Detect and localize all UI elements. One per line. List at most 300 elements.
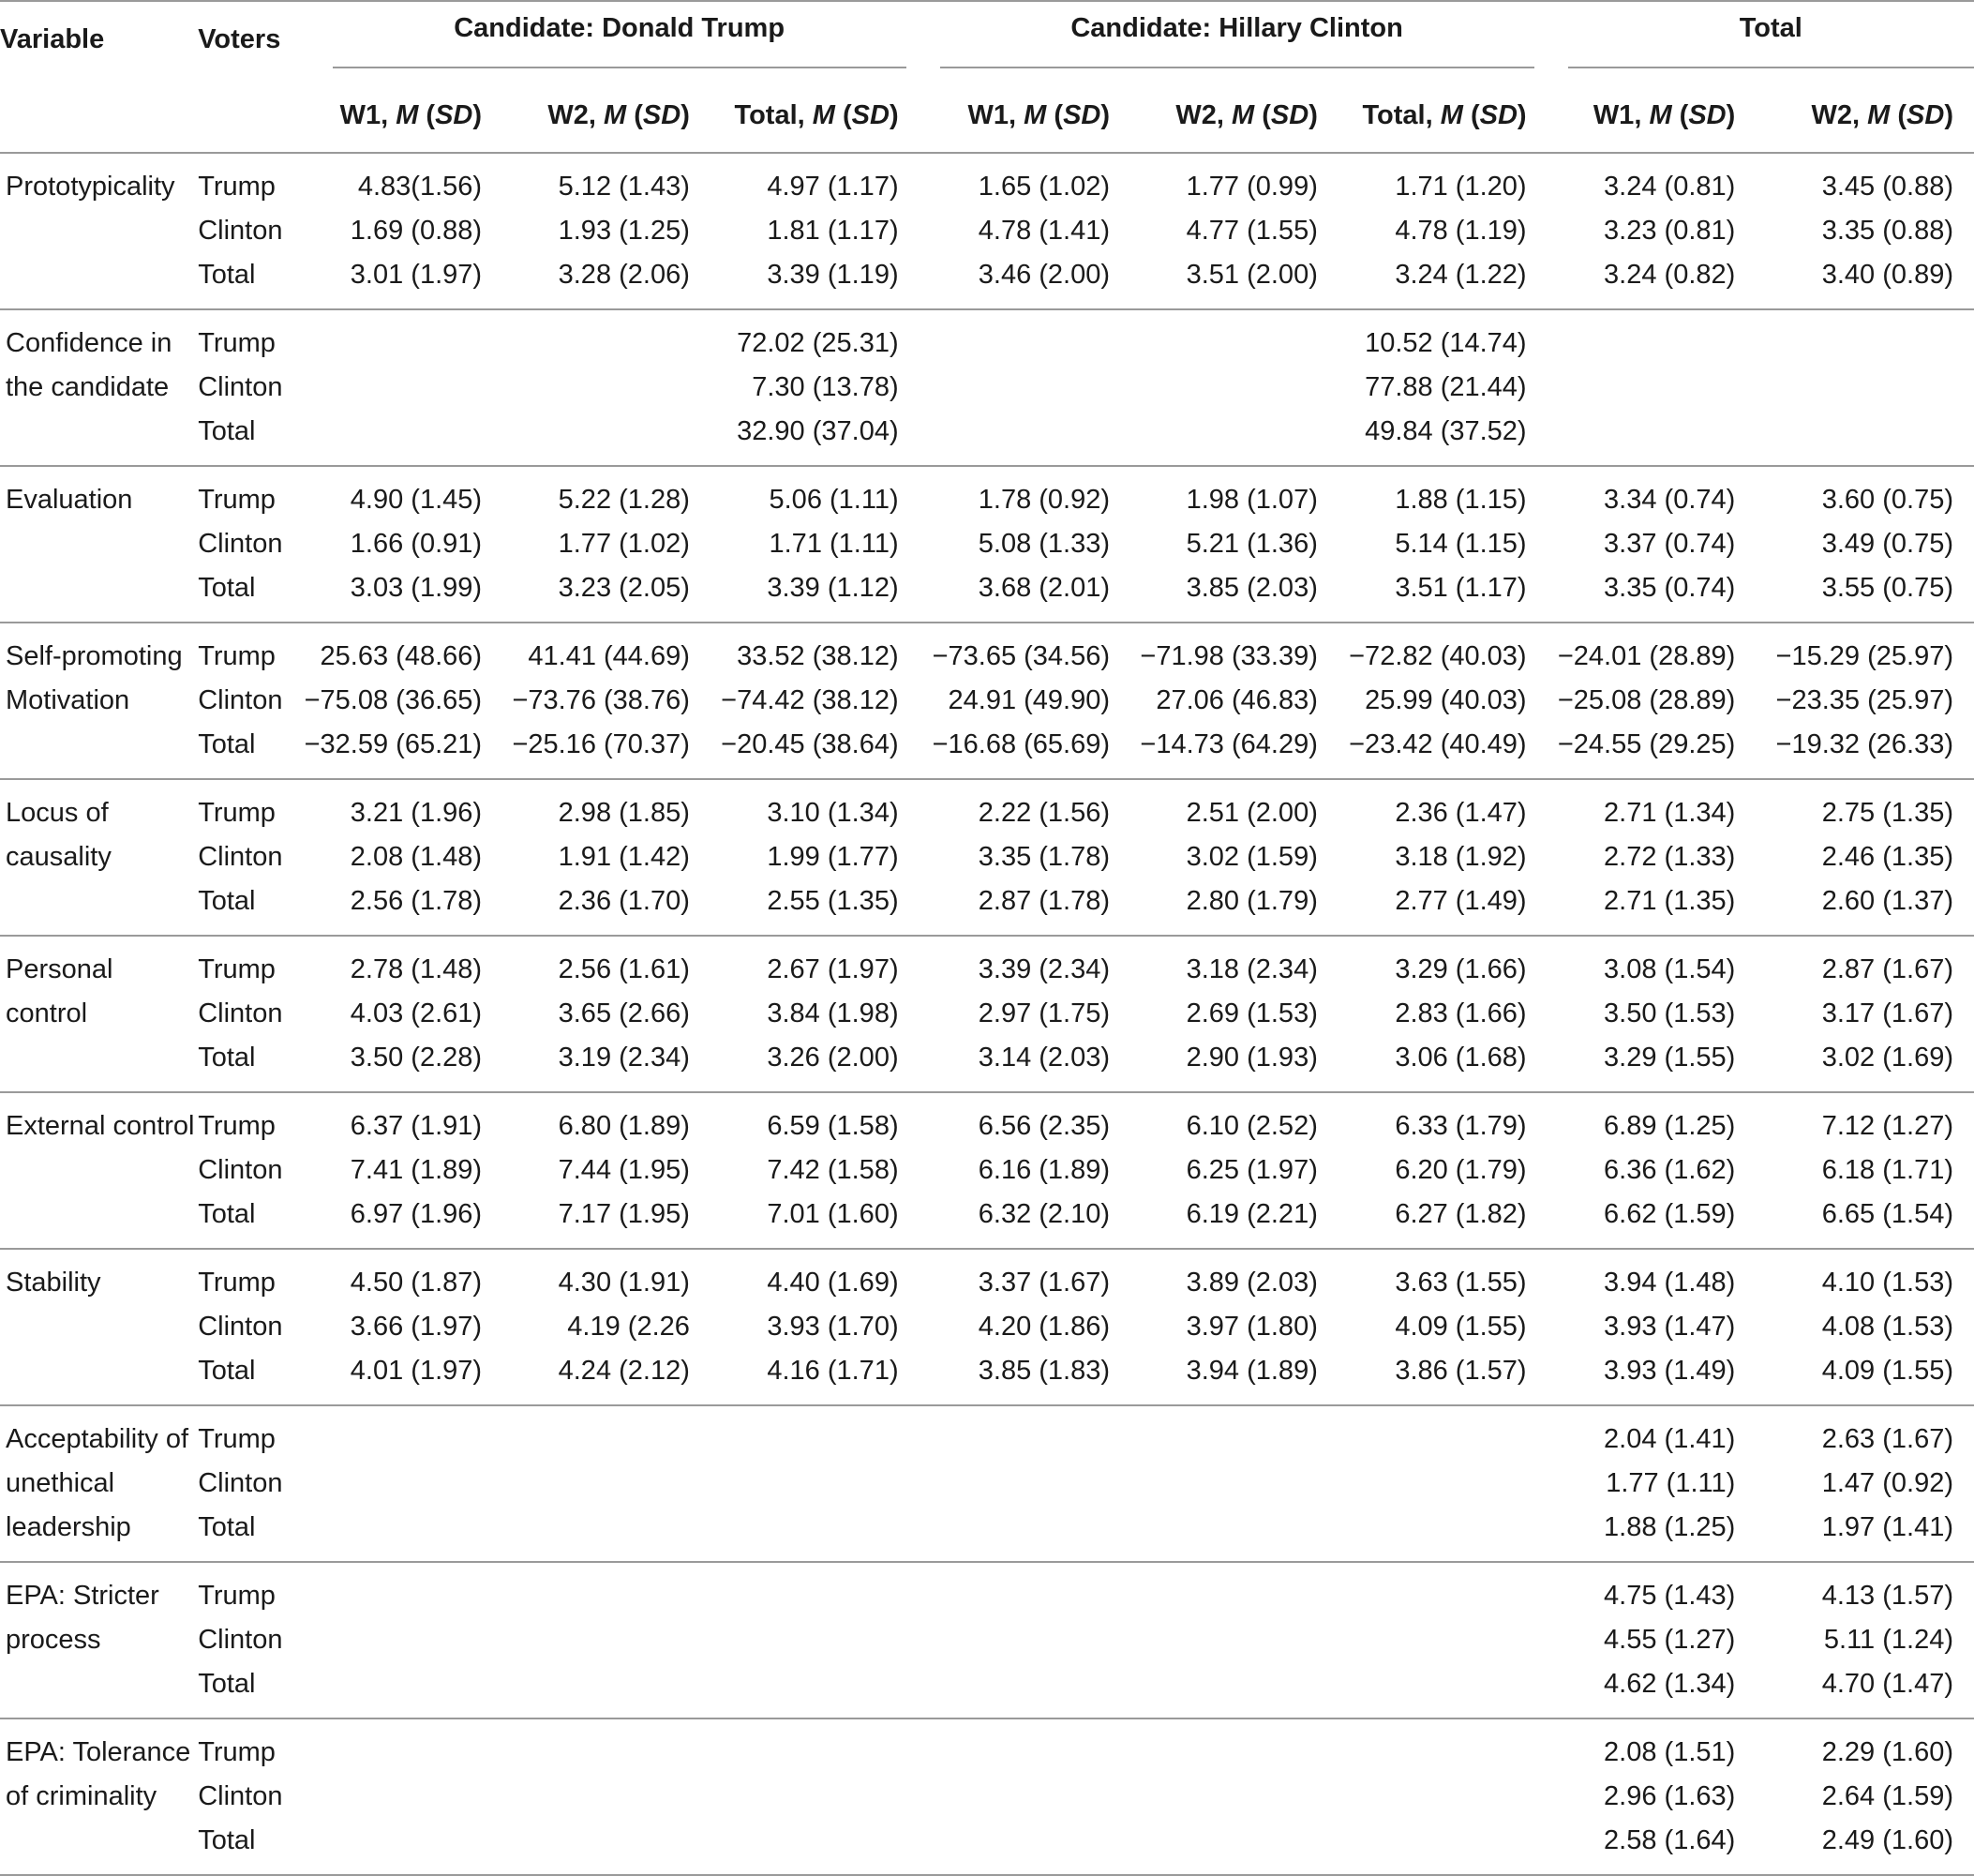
voter-cell: Clinton — [198, 529, 283, 559]
table-row — [0, 1193, 1974, 1249]
value-cell — [710, 1506, 920, 1562]
variable-label-line: External control — [6, 1111, 195, 1141]
value-cell — [502, 1819, 710, 1875]
value-cell: 4.03 (2.61) — [350, 998, 483, 1028]
value-cell: 2.22 (1.56) — [978, 798, 1111, 828]
value-cell: −73.65 (34.56) — [932, 641, 1111, 671]
value-cell: 4.09 (1.55) — [1395, 1312, 1527, 1342]
value-cell: 3.89 (2.03) — [1186, 1268, 1318, 1298]
value-cell: 3.37 (1.67) — [978, 1268, 1111, 1298]
value-cell: 4.50 (1.87) — [350, 1268, 483, 1298]
value-cell: −23.42 (40.49) — [1338, 723, 1548, 779]
voter-cell: Total — [198, 1506, 304, 1562]
value-cell — [710, 1819, 920, 1875]
value-cell — [920, 1462, 1130, 1506]
subheader-4: W2, M (SD) — [1130, 79, 1338, 153]
voter-cell: Trump — [198, 954, 276, 984]
value-cell — [710, 1562, 920, 1618]
value-cell: 25.63 (48.66) — [320, 641, 483, 671]
value-cell: 2.29 (1.60) — [1821, 1737, 1953, 1767]
variable-label-line: EPA: Tolerance — [6, 1737, 191, 1767]
value-cell: 1.71 (1.20) — [1395, 172, 1527, 202]
value-cell — [920, 1506, 1130, 1562]
value-cell: 3.18 (2.34) — [1186, 954, 1318, 984]
value-cell: 1.88 (1.15) — [1395, 485, 1527, 515]
value-cell: 5.06 (1.11) — [769, 485, 899, 515]
variable-label-line: causality — [6, 842, 112, 872]
value-cell — [305, 1775, 502, 1819]
value-cell: 2.58 (1.64) — [1548, 1819, 1757, 1875]
value-cell: 2.96 (1.63) — [1604, 1781, 1736, 1811]
value-cell — [502, 366, 710, 410]
subheader-7: W2, M (SD) — [1756, 79, 1974, 153]
value-cell: −14.73 (64.29) — [1130, 723, 1338, 779]
table-row — [0, 1036, 1974, 1092]
voter-cell: Trump — [198, 1111, 276, 1141]
value-cell: 6.33 (1.79) — [1395, 1111, 1527, 1141]
value-cell: 6.65 (1.54) — [1756, 1193, 1974, 1249]
value-cell — [1338, 1562, 1548, 1618]
table-row — [0, 1349, 1974, 1405]
value-cell — [305, 1718, 502, 1775]
value-cell: 5.14 (1.15) — [1395, 529, 1527, 559]
value-cell: 2.46 (1.35) — [1821, 842, 1953, 872]
voter-cell: Total — [198, 410, 304, 466]
value-cell — [305, 1618, 502, 1662]
table-row — [0, 410, 1974, 466]
table-row — [0, 623, 1974, 679]
value-cell: 1.77 (0.99) — [1186, 172, 1318, 202]
value-cell: 5.11 (1.24) — [1823, 1625, 1953, 1655]
value-cell: 2.49 (1.60) — [1756, 1819, 1974, 1875]
table-row — [0, 522, 1974, 566]
value-cell — [1130, 1562, 1338, 1618]
value-cell — [1338, 1618, 1548, 1662]
table-row — [0, 1662, 1974, 1718]
value-cell: 3.10 (1.34) — [767, 798, 899, 828]
voter-cell: Clinton — [198, 372, 283, 402]
value-cell — [502, 1462, 710, 1506]
value-cell: 6.37 (1.91) — [350, 1111, 483, 1141]
value-cell — [920, 410, 1130, 466]
voter-cell: Trump — [198, 1581, 276, 1611]
variable-label-line: Locus of — [6, 798, 109, 828]
value-cell: 4.55 (1.27) — [1604, 1625, 1736, 1655]
value-cell: 3.08 (1.54) — [1604, 954, 1736, 984]
value-cell: 7.17 (1.95) — [502, 1193, 710, 1249]
voter-cell: Clinton — [198, 685, 283, 715]
table-row — [0, 1775, 1974, 1819]
table-row — [0, 566, 1974, 623]
voter-cell: Trump — [198, 1737, 276, 1767]
value-cell — [502, 1775, 710, 1819]
value-cell — [920, 1562, 1130, 1618]
value-cell: 5.22 (1.28) — [558, 485, 690, 515]
value-cell: −24.55 (29.25) — [1548, 723, 1757, 779]
value-cell — [920, 1819, 1130, 1875]
variable-cell — [0, 623, 198, 779]
value-cell: 3.28 (2.06) — [502, 253, 710, 309]
value-cell — [710, 1618, 920, 1662]
value-cell: 1.97 (1.41) — [1756, 1506, 1974, 1562]
value-cell: 4.09 (1.55) — [1756, 1349, 1974, 1405]
table-row — [0, 679, 1974, 723]
variable-label-line: Self-promoting — [6, 641, 183, 671]
value-cell — [710, 1662, 920, 1718]
value-cell: −71.98 (33.39) — [1140, 641, 1318, 671]
value-cell — [920, 1775, 1130, 1819]
value-cell: 7.44 (1.95) — [558, 1155, 690, 1185]
value-cell: 1.65 (1.02) — [978, 172, 1111, 202]
value-cell: 4.08 (1.53) — [1821, 1312, 1953, 1342]
value-cell: 2.71 (1.34) — [1604, 798, 1736, 828]
value-cell — [305, 366, 502, 410]
value-cell — [1338, 1775, 1548, 1819]
value-cell: 3.51 (2.00) — [1130, 253, 1338, 309]
voter-cell: Total — [198, 1819, 304, 1875]
voter-cell: Trump — [198, 1424, 276, 1454]
value-cell: 4.78 (1.41) — [978, 216, 1111, 246]
value-cell: 3.46 (2.00) — [920, 253, 1130, 309]
value-cell: 3.19 (2.34) — [502, 1036, 710, 1092]
value-cell: 2.69 (1.53) — [1186, 998, 1318, 1028]
value-cell: 2.55 (1.35) — [710, 879, 920, 936]
value-cell: 1.99 (1.77) — [767, 842, 899, 872]
value-cell: 4.90 (1.45) — [350, 485, 483, 515]
variable-cell — [0, 936, 198, 1092]
voter-cell: Clinton — [198, 1468, 283, 1498]
value-cell: 3.18 (1.92) — [1395, 842, 1527, 872]
value-cell: 3.93 (1.49) — [1548, 1349, 1757, 1405]
value-cell: 3.39 (1.19) — [710, 253, 920, 309]
voter-cell: Trump — [198, 641, 276, 671]
voter-cell: Clinton — [198, 1155, 283, 1185]
value-cell — [502, 1618, 710, 1662]
value-cell: 33.52 (38.12) — [737, 641, 899, 671]
value-cell: 7.01 (1.60) — [710, 1193, 920, 1249]
value-cell — [305, 1819, 502, 1875]
table-body — [0, 153, 1974, 1875]
variable-cell — [0, 1405, 198, 1562]
value-cell: −25.16 (70.37) — [502, 723, 710, 779]
value-cell: 3.34 (0.74) — [1604, 485, 1736, 515]
value-cell — [502, 410, 710, 466]
value-cell: 2.71 (1.35) — [1548, 879, 1757, 936]
value-cell — [1130, 1462, 1338, 1506]
value-cell: 25.99 (40.03) — [1365, 685, 1527, 715]
value-cell — [1130, 1405, 1338, 1462]
value-cell: 3.94 (1.48) — [1604, 1268, 1736, 1298]
value-cell: 2.97 (1.75) — [978, 998, 1111, 1028]
value-cell: 2.08 (1.48) — [350, 842, 483, 872]
value-cell: 3.17 (1.67) — [1821, 998, 1953, 1028]
voter-cell: Total — [198, 1036, 304, 1092]
value-cell: 3.21 (1.96) — [350, 798, 483, 828]
table-row — [0, 253, 1974, 309]
table-row — [0, 1618, 1974, 1662]
value-cell: 3.86 (1.57) — [1338, 1349, 1548, 1405]
value-cell: 1.47 (0.92) — [1821, 1468, 1953, 1498]
value-cell — [305, 1562, 502, 1618]
value-cell: 1.93 (1.25) — [558, 216, 690, 246]
subheader-1: W2, M (SD) — [502, 79, 710, 153]
voter-cell: Clinton — [198, 1625, 283, 1655]
value-cell: 3.85 (1.83) — [920, 1349, 1130, 1405]
value-cell — [710, 1462, 920, 1506]
value-cell: −15.29 (25.97) — [1775, 641, 1953, 671]
value-cell: 6.20 (1.79) — [1395, 1155, 1527, 1185]
value-cell: −75.08 (36.65) — [304, 685, 483, 715]
voter-cell: Total — [198, 723, 304, 779]
voter-cell: Trump — [198, 172, 276, 202]
value-cell: 1.69 (0.88) — [350, 216, 483, 246]
header-group-total: Total — [1568, 13, 1974, 68]
value-cell: 2.63 (1.67) — [1821, 1424, 1953, 1454]
value-cell — [1548, 366, 1757, 410]
value-cell — [502, 1662, 710, 1718]
value-cell: 2.80 (1.79) — [1130, 879, 1338, 936]
value-cell: −74.42 (38.12) — [721, 685, 899, 715]
value-cell: 3.97 (1.80) — [1186, 1312, 1318, 1342]
value-cell: 72.02 (25.31) — [737, 328, 899, 358]
value-cell — [710, 1405, 920, 1462]
value-cell: −25.08 (28.89) — [1557, 685, 1736, 715]
value-cell: 6.10 (2.52) — [1186, 1111, 1318, 1141]
value-cell: 3.55 (0.75) — [1756, 566, 1974, 623]
value-cell — [920, 1718, 1130, 1775]
voter-cell: Total — [198, 1662, 304, 1718]
value-cell: 3.14 (2.03) — [920, 1036, 1130, 1092]
voter-cell: Trump — [198, 328, 276, 358]
value-cell: 3.40 (0.89) — [1756, 253, 1974, 309]
value-cell: 3.35 (0.74) — [1548, 566, 1757, 623]
voter-cell: Total — [198, 566, 304, 623]
voter-cell: Clinton — [198, 1312, 283, 1342]
value-cell — [502, 309, 710, 366]
voter-cell: Total — [198, 1193, 304, 1249]
value-cell: −24.01 (28.89) — [1557, 641, 1736, 671]
value-cell: 4.83(1.56) — [357, 172, 483, 202]
value-cell: 3.24 (0.81) — [1604, 172, 1736, 202]
value-cell: 3.51 (1.17) — [1338, 566, 1548, 623]
value-cell — [305, 410, 502, 466]
value-cell: 3.50 (1.53) — [1604, 998, 1736, 1028]
subheader-6: W1, M (SD) — [1548, 79, 1757, 153]
value-cell — [1130, 1819, 1338, 1875]
value-cell: 3.84 (1.98) — [767, 998, 899, 1028]
voter-cell: Trump — [198, 798, 276, 828]
value-cell: 3.49 (0.75) — [1821, 529, 1953, 559]
value-cell: 4.77 (1.55) — [1186, 216, 1318, 246]
value-cell: 4.01 (1.97) — [305, 1349, 502, 1405]
value-cell: 2.87 (1.67) — [1821, 954, 1953, 984]
value-cell — [1130, 1662, 1338, 1718]
value-cell: 6.80 (1.89) — [558, 1111, 690, 1141]
variable-cell — [0, 466, 198, 623]
value-cell: 77.88 (21.44) — [1365, 372, 1527, 402]
value-cell: 3.66 (1.97) — [350, 1312, 483, 1342]
value-cell: 4.30 (1.91) — [558, 1268, 690, 1298]
value-cell: 2.67 (1.97) — [767, 954, 899, 984]
header-variable: Variable — [0, 1, 198, 153]
value-cell: 3.02 (1.69) — [1756, 1036, 1974, 1092]
value-cell — [1338, 1718, 1548, 1775]
value-cell: 2.36 (1.47) — [1395, 798, 1527, 828]
value-cell: 3.24 (0.82) — [1548, 253, 1757, 309]
value-cell: 3.94 (1.89) — [1130, 1349, 1338, 1405]
value-cell: 7.30 (13.78) — [752, 372, 899, 402]
subheader-3: W1, M (SD) — [920, 79, 1130, 153]
value-cell — [305, 309, 502, 366]
value-cell: 4.16 (1.71) — [710, 1349, 920, 1405]
value-cell: 3.01 (1.97) — [305, 253, 502, 309]
value-cell: 3.85 (2.03) — [1130, 566, 1338, 623]
subheader-0: W1, M (SD) — [305, 79, 502, 153]
value-cell: 3.37 (0.74) — [1604, 529, 1736, 559]
value-cell: 3.93 (1.47) — [1604, 1312, 1736, 1342]
value-cell — [1338, 1662, 1548, 1718]
table-row — [0, 1148, 1974, 1193]
value-cell: 3.24 (1.22) — [1338, 253, 1548, 309]
value-cell — [305, 1405, 502, 1462]
value-cell: 4.70 (1.47) — [1756, 1662, 1974, 1718]
variable-label-line: of criminality — [6, 1781, 157, 1811]
value-cell — [1130, 1506, 1338, 1562]
value-cell — [920, 1405, 1130, 1462]
value-cell: 2.36 (1.70) — [502, 879, 710, 936]
value-cell — [1130, 366, 1338, 410]
value-cell: 2.60 (1.37) — [1756, 879, 1974, 936]
value-cell — [920, 1662, 1130, 1718]
voter-cell: Total — [198, 253, 304, 309]
value-cell: 1.81 (1.17) — [767, 216, 899, 246]
value-cell — [1338, 1819, 1548, 1875]
value-cell: 3.35 (1.78) — [978, 842, 1111, 872]
value-cell: 3.60 (0.75) — [1821, 485, 1953, 515]
value-cell: 6.89 (1.25) — [1604, 1111, 1736, 1141]
header-group-trump: Candidate: Donald Trump — [333, 13, 906, 68]
value-cell: 2.04 (1.41) — [1604, 1424, 1736, 1454]
value-cell: 5.21 (1.36) — [1186, 529, 1318, 559]
table-row — [0, 936, 1974, 992]
value-cell: 1.98 (1.07) — [1186, 485, 1318, 515]
value-cell — [1130, 309, 1338, 366]
variable-label-line: Confidence in — [6, 328, 172, 358]
variable-cell — [0, 309, 198, 466]
value-cell: 2.64 (1.59) — [1821, 1781, 1953, 1811]
variable-cell — [0, 1092, 198, 1249]
value-cell — [1756, 366, 1974, 410]
table-row — [0, 992, 1974, 1036]
variable-label-line: process — [6, 1625, 101, 1655]
voter-cell: Total — [198, 879, 304, 936]
table-row — [0, 879, 1974, 936]
value-cell — [1130, 1775, 1338, 1819]
value-cell — [502, 1562, 710, 1618]
value-cell: 6.16 (1.89) — [978, 1155, 1111, 1185]
value-cell — [502, 1718, 710, 1775]
value-cell: 6.18 (1.71) — [1821, 1155, 1953, 1185]
header-voters: Voters — [198, 1, 304, 153]
value-cell: 2.56 (1.78) — [305, 879, 502, 936]
value-cell: 2.08 (1.51) — [1604, 1737, 1736, 1767]
variable-label-line: Prototypicality — [6, 172, 175, 202]
value-cell: 6.27 (1.82) — [1338, 1193, 1548, 1249]
value-cell: 6.62 (1.59) — [1548, 1193, 1757, 1249]
value-cell: 49.84 (37.52) — [1338, 410, 1548, 466]
value-cell: 41.41 (44.69) — [528, 641, 690, 671]
value-cell — [502, 1405, 710, 1462]
value-cell — [1130, 1618, 1338, 1662]
value-cell: 2.75 (1.35) — [1821, 798, 1953, 828]
table-row — [0, 466, 1974, 522]
table-row — [0, 835, 1974, 879]
variable-cell — [0, 779, 198, 936]
value-cell: 2.83 (1.66) — [1395, 998, 1527, 1028]
subheader-2: Total, M (SD) — [710, 79, 920, 153]
value-cell: 32.90 (37.04) — [710, 410, 920, 466]
variable-cell — [0, 1562, 198, 1718]
value-cell: 4.19 (2.26 — [567, 1312, 690, 1342]
value-cell: 3.35 (0.88) — [1821, 216, 1953, 246]
subheader-5: Total, M (SD) — [1338, 79, 1548, 153]
variable-label-line: unethical — [6, 1468, 115, 1498]
variable-label-line: Motivation — [6, 685, 130, 715]
voter-cell: Trump — [198, 1268, 276, 1298]
value-cell: 1.91 (1.42) — [558, 842, 690, 872]
value-cell — [1130, 1718, 1338, 1775]
voter-cell: Total — [198, 1349, 304, 1405]
value-cell: 3.23 (2.05) — [502, 566, 710, 623]
value-cell: 3.29 (1.55) — [1548, 1036, 1757, 1092]
value-cell: 6.97 (1.96) — [305, 1193, 502, 1249]
variable-label-line: Personal — [6, 954, 113, 984]
value-cell: 4.97 (1.17) — [767, 172, 899, 202]
value-cell: 4.13 (1.57) — [1821, 1581, 1953, 1611]
value-cell — [305, 1662, 502, 1718]
value-cell: −23.35 (25.97) — [1775, 685, 1953, 715]
value-cell: 10.52 (14.74) — [1365, 328, 1527, 358]
table-row — [0, 1819, 1974, 1875]
value-cell: 2.56 (1.61) — [558, 954, 690, 984]
variable-label-line: Acceptability of — [6, 1424, 189, 1454]
value-cell: 7.42 (1.58) — [767, 1155, 899, 1185]
value-cell: −16.68 (65.69) — [920, 723, 1130, 779]
value-cell — [1756, 410, 1974, 466]
value-cell: 1.77 (1.02) — [558, 529, 690, 559]
table-row — [0, 1405, 1974, 1462]
value-cell: 3.45 (0.88) — [1821, 172, 1953, 202]
table-row — [0, 1092, 1974, 1148]
variable-label-line: leadership — [6, 1512, 131, 1542]
value-cell: 6.32 (2.10) — [920, 1193, 1130, 1249]
value-cell: −73.76 (38.76) — [512, 685, 690, 715]
value-cell: 4.24 (2.12) — [502, 1349, 710, 1405]
table-row — [0, 1249, 1974, 1305]
table-row — [0, 209, 1974, 253]
variable-label-line: Evaluation — [6, 485, 133, 515]
table-row — [0, 1718, 1974, 1775]
value-cell: 1.77 (1.11) — [1606, 1468, 1736, 1498]
voter-cell: Clinton — [198, 216, 283, 246]
header-group-clinton: Candidate: Hillary Clinton — [940, 13, 1534, 68]
value-cell — [1130, 410, 1338, 466]
variable-label-line: control — [6, 998, 88, 1028]
value-cell: 2.90 (1.93) — [1130, 1036, 1338, 1092]
value-cell: 6.56 (2.35) — [978, 1111, 1111, 1141]
value-cell — [305, 1462, 502, 1506]
value-cell: 2.78 (1.48) — [350, 954, 483, 984]
